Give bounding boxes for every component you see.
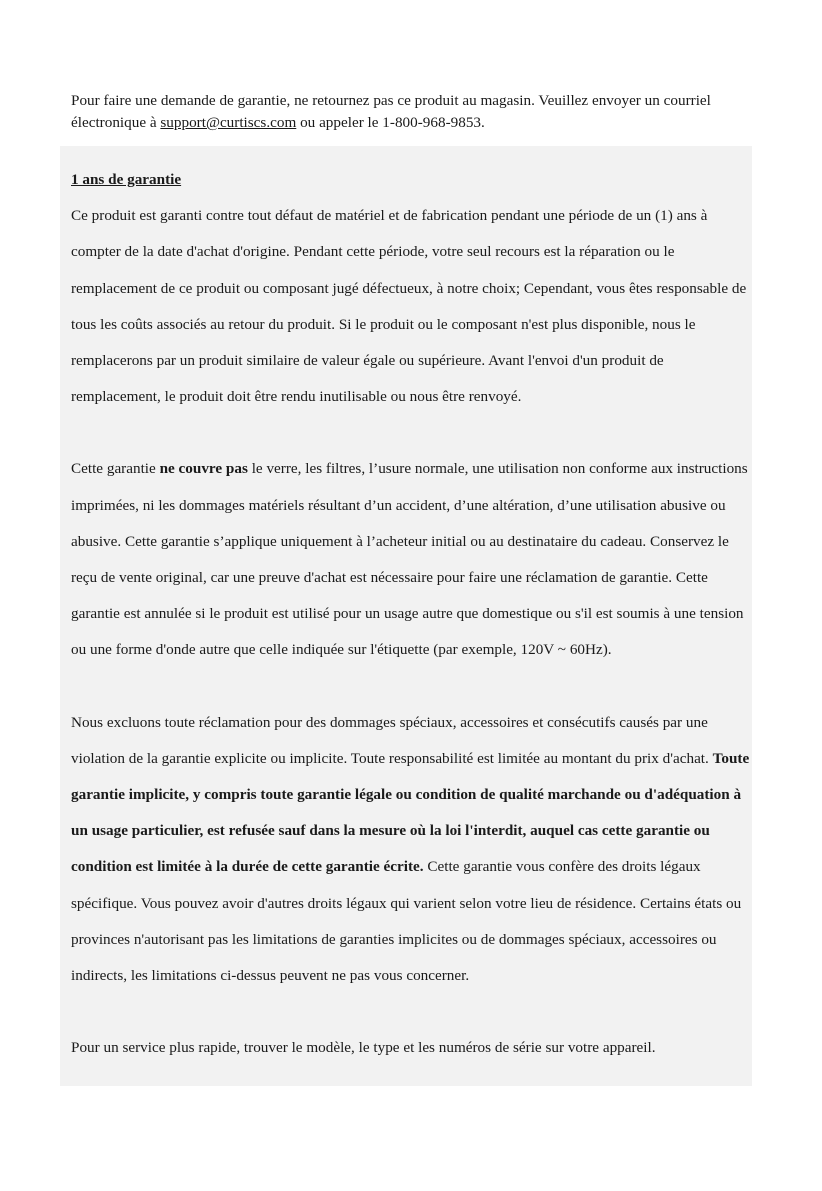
paragraph-spacer [71, 415, 752, 451]
intro-paragraph [71, 90, 761, 134]
warranty-content [71, 162, 752, 1066]
para2-bold-text: ne couvre pas [159, 460, 248, 478]
para2-text-before: Cette garantie [71, 460, 160, 478]
paragraph-spacer [71, 669, 752, 705]
para3-text-after: Cette garantie vous confère des droits légaux spécifique. Vous pouvez avoir d'autres droits légaux qui varient selon votre lieu de résidence. Certains états ou provinces n'autorisant pas les limitations de garanties implicites ou de dommages spéciaux, accessoires ou indirects, les limitations ci-dessus peuvent ne pas vous concerner. [71, 858, 742, 985]
warranty-paragraph-2 [71, 451, 752, 668]
intro-text-after: ou appeler le 1-800-968-9853. [296, 114, 485, 131]
paragraph-spacer [71, 994, 752, 1030]
para2-text-after: le verre, les filtres, l’usure normale, une utilisation non conforme aux instructions imprimées, ni les dommages matériels résultant d’un accident, d’une altération, d’une utilisation abusive ou abusive. Cette garantie s’applique uniquement à l’acheteur initial ou au destinataire du cadeau. Conservez le reçu de vente original, car une preuve d'achat est nécessaire pour faire une réclamation de garantie. Cette garantie est annulée si le produit est utilisé pour un usage autre que domestique ou s'il est soumis à une tension ou une forme d'onde autre que celle indiquée sur l'étiquette (par exemple, 120V ~ 60Hz). [71, 460, 748, 659]
para3-text-before: Nous excluons toute réclamation pour des dommages spéciaux, accessoires et consécutifs causés par une violation de la garantie explicite ou implicite. Toute responsabilité est limitée au montant du prix d'achat. [71, 713, 713, 767]
warranty-panel [60, 146, 752, 1086]
warranty-paragraph-1: Ce produit est garanti contre tout défaut de matériel et de fabrication pendant une période de un (1) ans à compter de la date d'achat d'origine. Pendant cette période, votre seul recours est la réparation ou le remplacement de ce produit ou composant jugé défectueux, à notre choix; Cependant, vous êtes responsable de tous les coûts associés au retour du produit. Si le produit ou le composant n'est plus disponible, nous le remplacerons par un produit similaire de valeur égale ou supérieure. Avant l'envoi d'un produit de remplacement, le produit doit être rendu inutilisable ou nous être renvoyé. [71, 207, 747, 406]
warranty-paragraph-3 [71, 705, 752, 995]
para3-bold-text: Toute garantie implicite, y compris toute garantie légale ou condition de qualité marchande ou d'adéquation à un usage particulier, est refusée sauf dans la mesure où la loi l'interdit, auquel cas cette garantie ou condition est limitée à la durée de cette garantie écrite. [71, 749, 750, 876]
warranty-heading: 1 ans de garantie [71, 171, 182, 188]
intro-text-before: Pour faire une demande de garantie, ne retournez pas ce produit au magasin. Veuillez envoyer un courriel électronique à [71, 92, 711, 131]
warranty-paragraph-4: Pour un service plus rapide, trouver le modèle, le type et les numéros de série sur votre appareil. [71, 1039, 656, 1057]
support-email-link[interactable]: support@curtiscs.com [160, 114, 297, 131]
